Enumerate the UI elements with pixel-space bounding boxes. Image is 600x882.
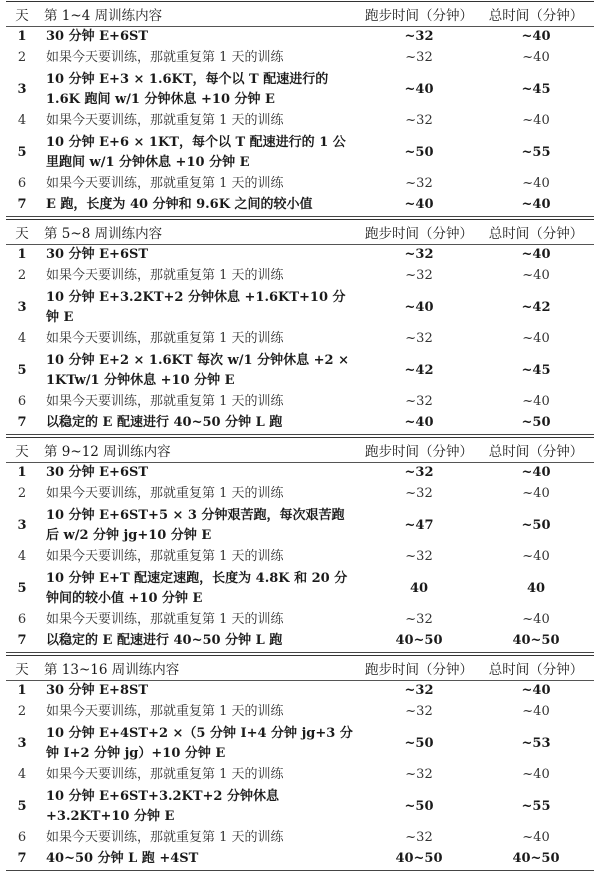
table-row: [6, 413, 594, 435]
run-time-cell: ~50: [404, 144, 434, 160]
table-row: [6, 111, 594, 132]
day-cell: 3: [17, 299, 27, 315]
workout-content-cell: 如果今天要训练，那就重复第 1 天的训练: [46, 704, 284, 720]
total-time-column-header: 总时间（分钟）: [478, 656, 594, 681]
day-cell: 7: [6, 631, 38, 653]
run-time-cell: ~32: [405, 113, 433, 129]
day-cell: 5: [17, 580, 27, 596]
table-row: [6, 702, 594, 723]
workout-content-cell: 如果今天要训练，那就重复第 1 天的训练: [46, 113, 284, 129]
day-cell: 1: [17, 683, 27, 699]
workout-content-cell: 如果今天要训练，那就重复第 1 天的训练: [46, 268, 284, 284]
run-time-cell: ~32: [405, 767, 433, 783]
workout-content-cell: 如果今天要训练，那就重复第 1 天的训练: [46, 486, 284, 502]
workout-content-cell: 10 分钟 E+6 × 1KT，每个以 T 配速进行的 1 公里跑间 w/1 分钟休息 +10 分钟 E: [46, 134, 346, 170]
run-time-cell: ~40: [360, 195, 478, 217]
section-header-row: [6, 438, 594, 463]
total-time-column-header: 总时间（分钟）: [478, 2, 594, 27]
total-time-cell: ~40: [522, 704, 550, 720]
workout-content-cell: 10 分钟 E+3 × 1.6KT，每个以 T 配速进行的 1.6K 跑间 w/1 分钟休息 +10 分钟 E: [46, 71, 329, 107]
table-row: [6, 287, 594, 329]
day-cell: 6: [17, 176, 27, 192]
total-time-cell: 40~50: [478, 631, 594, 653]
total-time-cell: ~40: [521, 465, 551, 481]
run-time-cell: ~32: [405, 394, 433, 410]
total-time-cell: ~45: [521, 81, 551, 97]
training-plan-body: [6, 2, 594, 871]
run-time-cell: ~32: [405, 268, 433, 284]
workout-content-cell: 如果今天要训练，那就重复第 1 天的训练: [46, 549, 284, 565]
day-cell: 2: [17, 704, 27, 720]
table-row: [6, 723, 594, 765]
day-cell: 1: [17, 465, 27, 481]
total-time-cell: ~55: [521, 144, 551, 160]
total-time-cell: ~40: [522, 767, 550, 783]
day-column-header: 天: [6, 2, 38, 27]
total-time-cell: ~40: [478, 195, 594, 217]
day-cell: 4: [17, 549, 27, 565]
day-cell: 4: [17, 331, 27, 347]
day-cell: 7: [6, 849, 38, 871]
run-time-cell: ~32: [405, 549, 433, 565]
table-row: [6, 484, 594, 505]
run-time-cell: ~47: [404, 517, 434, 533]
section-title: 第 5~8 周训练内容: [38, 220, 360, 245]
table-row: [6, 463, 594, 485]
run-time-cell: ~32: [405, 486, 433, 502]
day-column-header: 天: [6, 220, 38, 245]
run-time-column-header: 跑步时间（分钟）: [360, 2, 478, 27]
section-title: 第 1~4 周训练内容: [38, 2, 360, 27]
total-time-cell: 40~50: [478, 849, 594, 871]
day-cell: 7: [6, 195, 38, 217]
day-cell: 7: [6, 413, 38, 435]
table-row: [6, 505, 594, 547]
table-row: [6, 174, 594, 195]
table-row: [6, 610, 594, 631]
table-row: [6, 350, 594, 392]
training-plan-table: [6, 1, 594, 871]
total-time-cell: ~40: [521, 247, 551, 263]
day-cell: 2: [17, 486, 27, 502]
day-cell: 6: [17, 612, 27, 628]
total-time-cell: ~40: [522, 830, 550, 846]
table-row: [6, 849, 594, 871]
table-row: [6, 48, 594, 69]
day-cell: 6: [17, 830, 27, 846]
table-row: [6, 547, 594, 568]
run-time-cell: ~32: [405, 830, 433, 846]
run-time-cell: ~32: [405, 50, 433, 66]
table-row: [6, 681, 594, 703]
total-time-cell: ~40: [522, 394, 550, 410]
workout-content-cell: 30 分钟 E+6ST: [46, 29, 149, 45]
day-cell: 3: [17, 517, 27, 533]
total-time-cell: ~40: [522, 486, 550, 502]
day-cell: 2: [17, 268, 27, 284]
workout-content-cell: 10 分钟 E+6ST+5 × 3 分钟艰苦跑，每次艰苦跑后 w/2 分钟 jg+10 分钟 E: [46, 507, 345, 543]
run-time-cell: ~40: [404, 81, 434, 97]
day-cell: 5: [17, 144, 27, 160]
total-time-cell: ~50: [478, 413, 594, 435]
workout-content-cell: 10 分钟 E+3.2KT+2 分钟休息 +1.6KT+10 分钟 E: [46, 289, 346, 325]
workout-content-cell: 如果今天要训练，那就重复第 1 天的训练: [46, 830, 284, 846]
workout-content-cell: 如果今天要训练，那就重复第 1 天的训练: [46, 767, 284, 783]
section-header-row: [6, 656, 594, 681]
table-row: [6, 786, 594, 828]
day-cell: 4: [17, 113, 27, 129]
workout-content-cell: 10 分钟 E+4ST+2 ×（5 分钟 I+4 分钟 jg+3 分钟 I+2 分钟 jg）+10 分钟 E: [46, 725, 353, 761]
workout-content-cell: 40~50 分钟 L 跑 +4ST: [38, 849, 360, 871]
run-time-cell: ~32: [405, 612, 433, 628]
run-time-cell: ~42: [404, 362, 434, 378]
table-row: [6, 765, 594, 786]
day-cell: 6: [17, 394, 27, 410]
section-header-row: [6, 220, 594, 245]
total-time-cell: ~42: [521, 299, 551, 315]
day-cell: 2: [17, 50, 27, 66]
total-time-cell: ~55: [521, 798, 551, 814]
total-time-cell: ~40: [522, 176, 550, 192]
total-time-column-header: 总时间（分钟）: [478, 438, 594, 463]
run-time-cell: ~32: [404, 465, 434, 481]
run-time-cell: 40~50: [360, 631, 478, 653]
total-time-cell: ~40: [522, 268, 550, 284]
workout-content-cell: 如果今天要训练，那就重复第 1 天的训练: [46, 612, 284, 628]
table-row: [6, 329, 594, 350]
run-time-column-header: 跑步时间（分钟）: [360, 220, 478, 245]
section-header-row: [6, 2, 594, 27]
table-row: [6, 245, 594, 267]
workout-content-cell: 如果今天要训练，那就重复第 1 天的训练: [46, 50, 284, 66]
total-time-cell: ~45: [521, 362, 551, 378]
total-time-column-header: 总时间（分钟）: [478, 220, 594, 245]
workout-content-cell: 30 分钟 E+6ST: [46, 247, 149, 263]
day-cell: 3: [17, 81, 27, 97]
table-row: [6, 266, 594, 287]
run-time-cell: ~50: [404, 735, 434, 751]
total-time-cell: ~40: [522, 331, 550, 347]
workout-content-cell: 30 分钟 E+8ST: [46, 683, 149, 699]
total-time-cell: ~50: [521, 517, 551, 533]
day-column-header: 天: [6, 438, 38, 463]
table-row: [6, 392, 594, 413]
run-time-cell: ~50: [404, 798, 434, 814]
total-time-cell: ~40: [522, 612, 550, 628]
table-row: [6, 828, 594, 849]
total-time-cell: ~40: [522, 113, 550, 129]
day-cell: 5: [17, 798, 27, 814]
table-row: [6, 132, 594, 174]
run-time-cell: ~32: [405, 176, 433, 192]
table-row: [6, 69, 594, 111]
day-cell: 3: [17, 735, 27, 751]
total-time-cell: 40: [526, 580, 546, 596]
workout-content-cell: 10 分钟 E+6ST+3.2KT+2 分钟休息 +3.2KT+10 分钟 E: [46, 788, 279, 824]
run-time-cell: ~32: [404, 29, 434, 45]
workout-content-cell: 如果今天要训练，那就重复第 1 天的训练: [46, 331, 284, 347]
run-time-cell: 40~50: [360, 849, 478, 871]
table-row: [6, 568, 594, 610]
table-row: [6, 631, 594, 653]
run-time-cell: ~32: [405, 331, 433, 347]
run-time-cell: ~32: [404, 683, 434, 699]
total-time-cell: ~40: [521, 683, 551, 699]
run-time-column-header: 跑步时间（分钟）: [360, 438, 478, 463]
day-cell: 1: [17, 29, 27, 45]
workout-content-cell: 10 分钟 E+T 配速定速跑，长度为 4.8K 和 20 分钟间的较小值 +10 分钟 E: [46, 570, 348, 606]
workout-content-cell: 以稳定的 E 配速进行 40~50 分钟 L 跑: [38, 631, 360, 653]
run-time-cell: ~40: [360, 413, 478, 435]
day-column-header: 天: [6, 656, 38, 681]
total-time-cell: ~40: [521, 29, 551, 45]
workout-content-cell: 10 分钟 E+2 × 1.6KT 每次 w/1 分钟休息 +2 × 1KTw/1 分钟休息 +10 分钟 E: [46, 352, 349, 388]
workout-content-cell: 如果今天要训练，那就重复第 1 天的训练: [46, 394, 284, 410]
workout-content-cell: 如果今天要训练，那就重复第 1 天的训练: [46, 176, 284, 192]
day-cell: 4: [17, 767, 27, 783]
workout-content-cell: E 跑，长度为 40 分钟和 9.6K 之间的较小值: [38, 195, 360, 217]
day-cell: 1: [17, 247, 27, 263]
workout-content-cell: 以稳定的 E 配速进行 40~50 分钟 L 跑: [38, 413, 360, 435]
table-row: [6, 27, 594, 49]
run-time-cell: ~40: [404, 299, 434, 315]
run-time-cell: 40: [409, 580, 429, 596]
workout-content-cell: 30 分钟 E+6ST: [46, 465, 149, 481]
section-title: 第 13~16 周训练内容: [38, 656, 360, 681]
total-time-cell: ~40: [522, 50, 550, 66]
table-row: [6, 195, 594, 217]
total-time-cell: ~40: [522, 549, 550, 565]
run-time-cell: ~32: [405, 704, 433, 720]
run-time-cell: ~32: [404, 247, 434, 263]
section-title: 第 9~12 周训练内容: [38, 438, 360, 463]
total-time-cell: ~53: [521, 735, 551, 751]
day-cell: 5: [17, 362, 27, 378]
run-time-column-header: 跑步时间（分钟）: [360, 656, 478, 681]
